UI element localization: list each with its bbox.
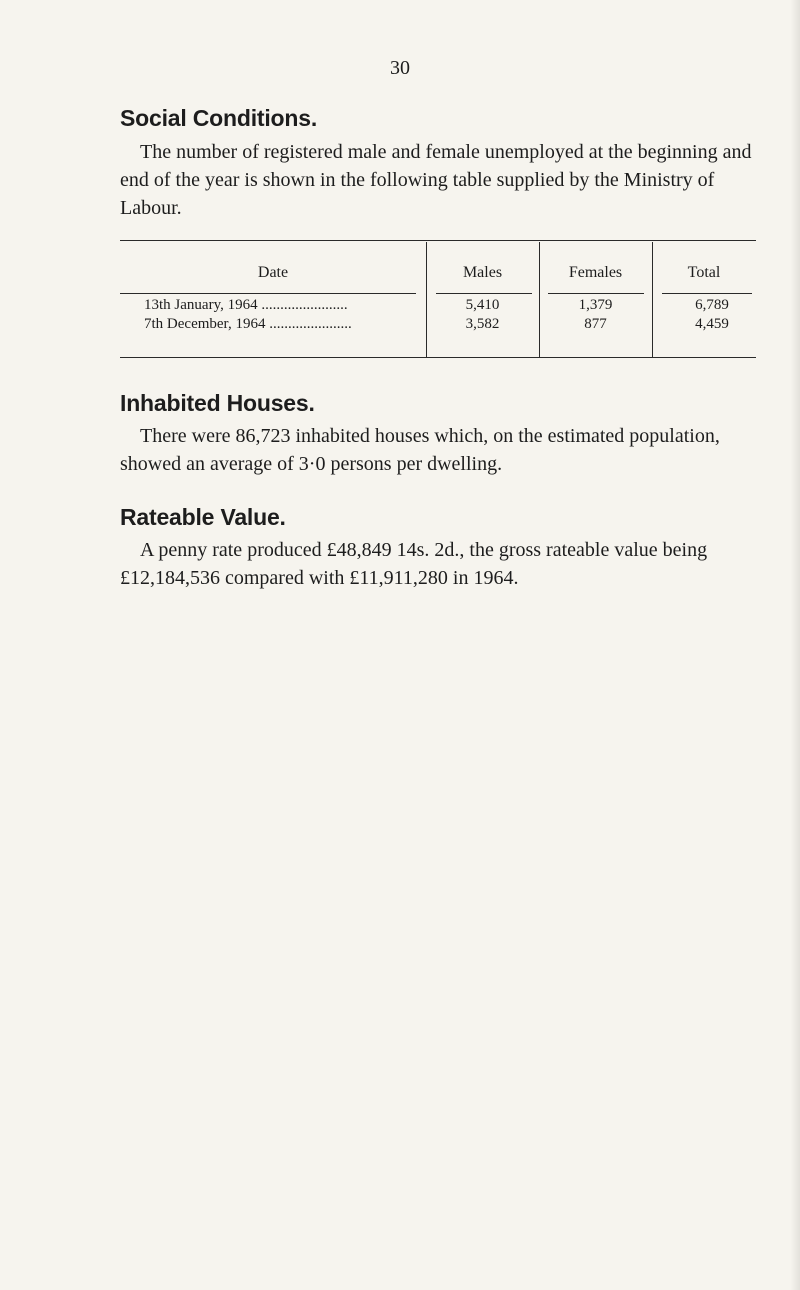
page-number: 30	[390, 57, 410, 79]
unemployment-table	[120, 240, 756, 358]
row-total: 4,459	[695, 316, 729, 332]
header-underline	[662, 293, 752, 294]
page-edge-shadow	[790, 0, 800, 1290]
column-header-total: Total	[687, 264, 721, 281]
paragraph-rateable-value	[120, 536, 766, 592]
header-underline	[548, 293, 644, 294]
paragraph-text: The number of registered male and female unemployed at the beginning and end of the year is shown in the following table supplied by the Ministry of Labour.	[120, 141, 752, 219]
column-header-females: Females	[568, 264, 623, 281]
row-males: 5,410	[465, 297, 500, 313]
row-females: 1,379	[578, 297, 613, 313]
paragraph-inhabited-houses	[120, 422, 766, 478]
section-heading-inhabited-houses: Inhabited Houses.	[120, 390, 315, 416]
row-date: 13th January, 1964 .......................	[144, 297, 348, 313]
header-underline	[436, 293, 532, 294]
table-bottom-rule	[120, 357, 756, 358]
paragraph-text: A penny rate produced £48,849 14s. 2d., the gross rateable value being £12,184,536 compared with £11,911,280 in 1964.	[120, 539, 708, 589]
row-females: 877	[584, 316, 607, 332]
column-header-date: Date	[257, 264, 289, 281]
column-header-males: Males	[462, 264, 503, 281]
section-heading-rateable-value: Rateable Value.	[120, 504, 286, 530]
section-heading-social-conditions: Social Conditions.	[120, 105, 318, 131]
header-underline	[120, 293, 416, 294]
table-top-rule	[120, 240, 756, 241]
column-divider	[652, 242, 653, 357]
paragraph-text: There were 86,723 inhabited houses which, on the estimated population, showed an average of 3·0 persons per dwelling.	[120, 425, 720, 475]
paragraph-social-conditions	[120, 138, 766, 222]
row-males: 3,582	[465, 316, 500, 332]
row-date: 7th December, 1964 ......................	[144, 316, 352, 332]
row-total: 6,789	[695, 297, 729, 313]
